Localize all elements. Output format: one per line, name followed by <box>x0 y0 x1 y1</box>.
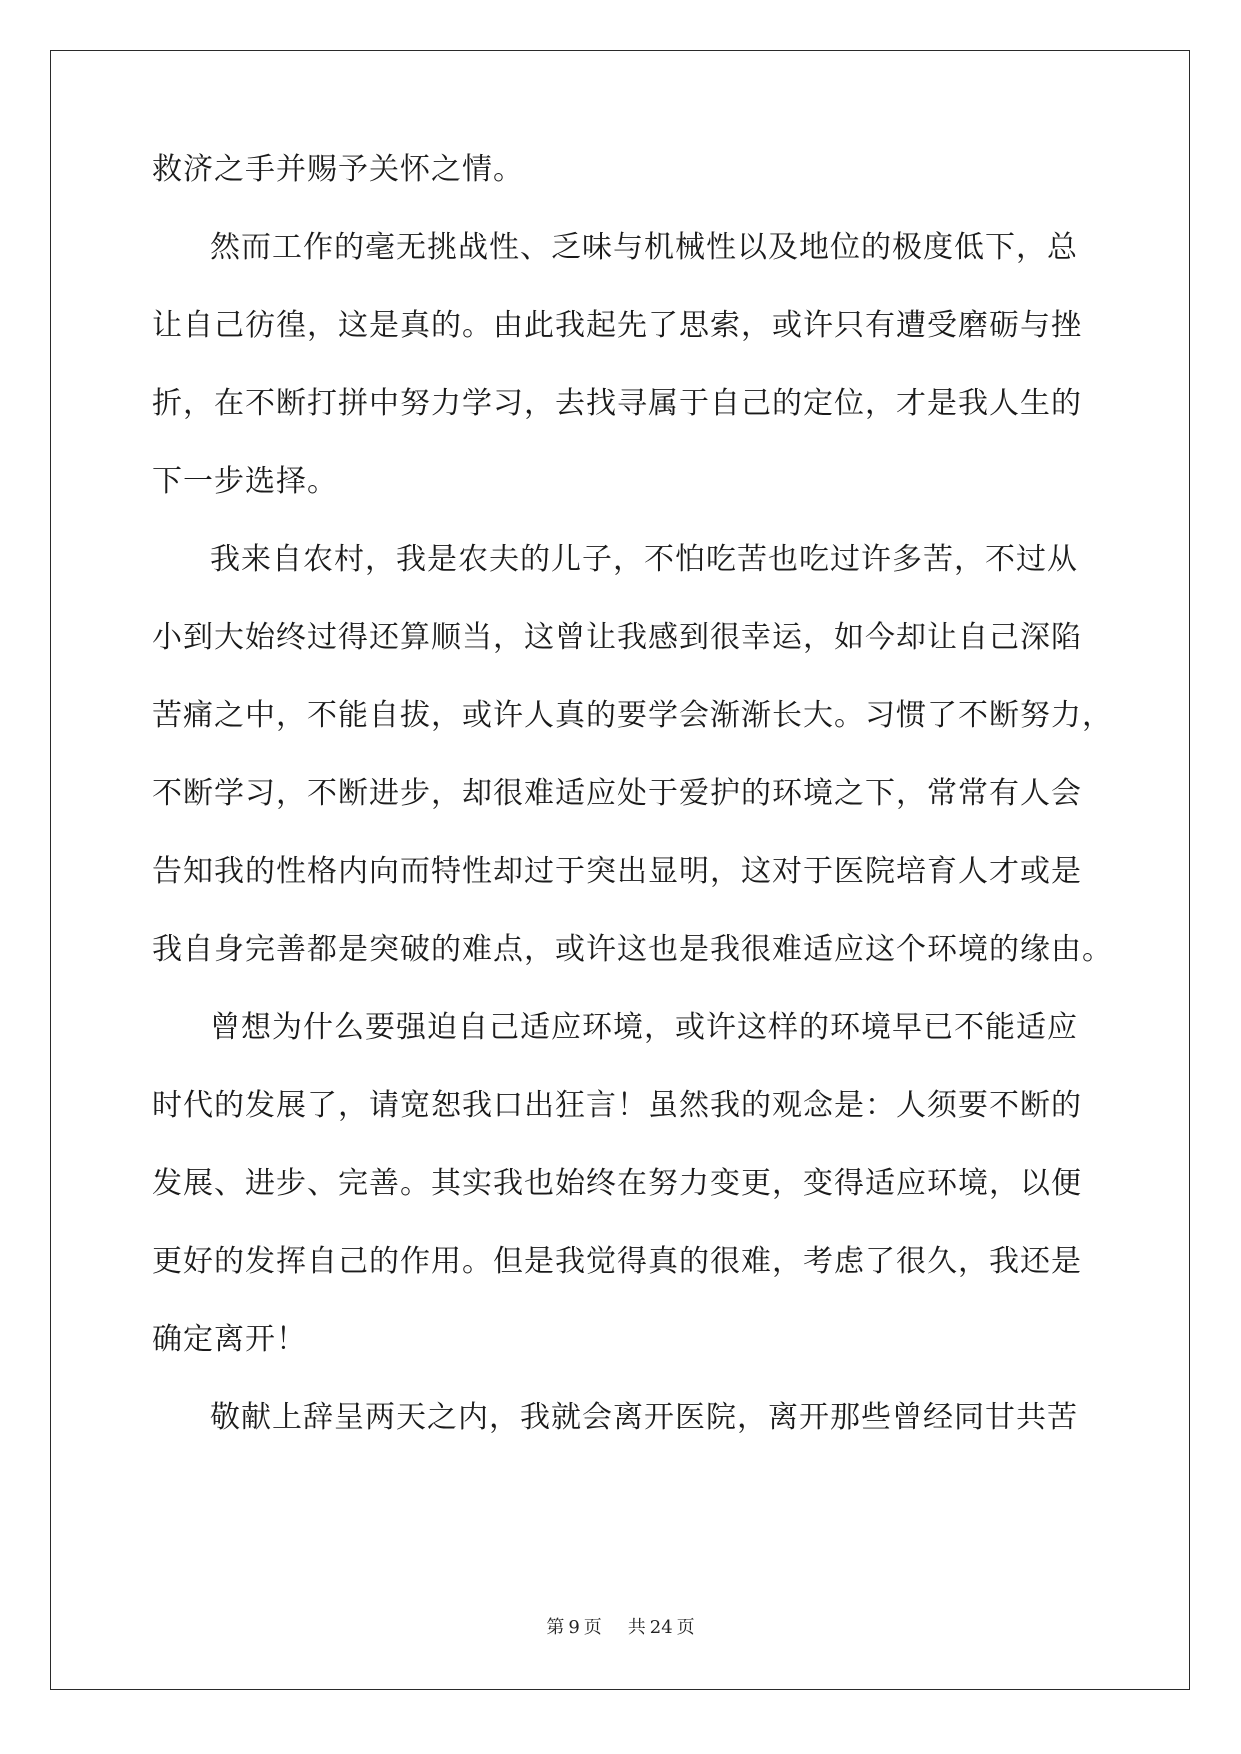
page-number: 9 <box>568 1617 580 1638</box>
text-line: 下一步选择。 <box>152 464 338 499</box>
text-line: 我自身完善都是突破的难点，或许这也是我很难适应这个环境的缘由。 <box>152 932 1113 967</box>
text-line: 告知我的性格内向而特性却过于突出显明，这对于医院培育人才或是 <box>152 854 1082 889</box>
paragraph-start-line: 曾想为什么要强迫自己适应环境，或许这样的环境早已不能适应 <box>210 1010 1078 1045</box>
page-footer <box>0 1616 1241 1640</box>
paragraph-start-line: 敬献上辞呈两天之内，我就会离开医院，离开那些曾经同甘共苦 <box>210 1400 1078 1435</box>
text-line: 折，在不断打拼中努力学习，去找寻属于自己的定位，才是我人生的 <box>152 386 1082 421</box>
total-label: 共 <box>627 1617 646 1638</box>
text-line: 发展、进步、完善。其实我也始终在努力变更，变得适应环境，以便 <box>152 1166 1082 1201</box>
text-line: 更好的发挥自己的作用。但是我觉得真的很难，考虑了很久，我还是 <box>152 1244 1082 1279</box>
page-unit: 页 <box>583 1617 602 1638</box>
text-line: 确定离开！ <box>152 1322 307 1357</box>
text-line: 苦痛之中，不能自拔，或许人真的要学会渐渐长大。习惯了不断努力， <box>152 698 1113 733</box>
total-unit: 页 <box>676 1617 695 1638</box>
page-label: 第 <box>546 1617 565 1638</box>
paragraph-start-line: 然而工作的毫无挑战性、乏味与机械性以及地位的极度低下，总 <box>210 230 1078 265</box>
text-line: 救济之手并赐予关怀之情。 <box>152 152 524 187</box>
total-pages: 24 <box>649 1617 673 1638</box>
text-line: 不断学习，不断进步，却很难适应处于爱护的环境之下，常常有人会 <box>152 776 1082 811</box>
text-line: 小到大始终过得还算顺当，这曾让我感到很幸运，如今却让自己深陷 <box>152 620 1082 655</box>
text-line: 让自己彷徨，这是真的。由此我起先了思索，或许只有遭受磨砺与挫 <box>152 308 1082 343</box>
text-line: 时代的发展了，请宽恕我口出狂言！虽然我的观念是：人须要不断的 <box>152 1088 1082 1123</box>
paragraph-start-line: 我来自农村，我是农夫的儿子，不怕吃苦也吃过许多苦，不过从 <box>210 542 1078 577</box>
